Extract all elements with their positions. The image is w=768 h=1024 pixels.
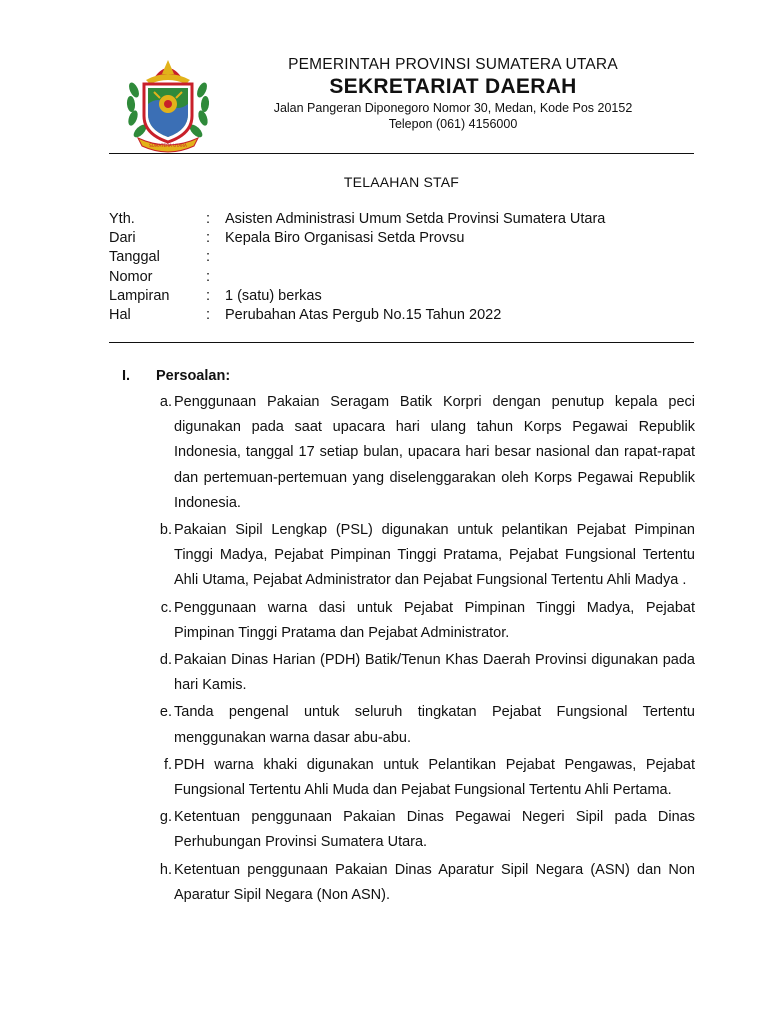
- list-item: [122, 858, 697, 908]
- section-persoalan: [122, 366, 697, 910]
- letterhead: [222, 55, 684, 132]
- list-item: [122, 805, 697, 855]
- item-text: Ketentuan penggunaan Pakaian Dinas Pegawai Negeri Sipil pada Dinas Perhubungan Provinsi Sumatera Utara.: [174, 809, 695, 851]
- meta-row-dari: [109, 229, 605, 248]
- meta-label: Dari: [109, 230, 136, 247]
- list-item: [122, 518, 697, 594]
- meta-label: Nomor: [109, 268, 153, 285]
- letterhead-divider: [109, 153, 694, 154]
- meta-label: Hal: [109, 306, 131, 323]
- section-title: Persoalan:: [156, 368, 231, 384]
- header-divider: [109, 342, 694, 343]
- meta-row-tanggal: [109, 248, 605, 267]
- list-item: [122, 390, 697, 516]
- item-text: Penggunaan warna dasi untuk Pejabat Pimpinan Tinggi Madya, Pejabat Pimpinan Tinggi Pratama dan Pejabat Administrator.: [174, 599, 695, 641]
- item-letter: c.: [160, 599, 172, 616]
- item-text: Tanda pengenal untuk seluruh tingkatan Pejabat Fungsional Tertentu menggunakan warna dasar abu-abu.: [174, 704, 695, 746]
- meta-colon: :: [206, 249, 211, 266]
- item-letter: b.: [159, 522, 172, 539]
- item-text: Penggunaan Pakaian Seragam Batik Korpri dengan penutup kepala peci digunakan pada saat upacara hari ulang tahun Korps Pegawai Republik Indonesia, tanggal 17 setiap bulan, upacara hari besar nasional dan rapat-rapat dan pertemuan-pertemuan yang diselenggarakan oleh Korps Pegawai Republik Indonesia.: [174, 394, 695, 511]
- list-item: [122, 648, 697, 698]
- meta-row-lampiran: [109, 287, 605, 306]
- meta-value: Perubahan Atas Pergub No.15 Tahun 2022: [225, 306, 502, 323]
- item-letter: g.: [159, 809, 172, 826]
- meta-value: Asisten Administrasi Umum Setda Provinsi Sumatera Utara: [225, 211, 606, 227]
- item-text: Ketentuan penggunaan Pakaian Dinas Aparatur Sipil Negara (ASN) dan Non Aparatur Sipil Negara (Non ASN).: [174, 861, 695, 903]
- item-letter: d.: [159, 652, 172, 669]
- memo-header-fields: [109, 210, 605, 325]
- meta-label: Lampiran: [109, 287, 170, 304]
- meta-colon: :: [206, 230, 211, 247]
- office-name: SEKRETARIAT DAERAH: [329, 75, 577, 98]
- office-phone: Telepon (061) 4156000: [388, 116, 518, 131]
- list-item: [122, 753, 697, 803]
- meta-colon: :: [206, 306, 211, 323]
- document-title: TELAAHAN STAF: [343, 174, 460, 190]
- meta-label: Yth.: [109, 211, 135, 227]
- meta-colon: :: [206, 211, 211, 227]
- government-name: PEMERINTAH PROVINSI SUMATERA UTARA: [288, 56, 618, 73]
- list-item: [122, 596, 697, 646]
- meta-label: Tanggal: [109, 249, 160, 266]
- meta-colon: :: [206, 268, 211, 285]
- item-letter: e.: [159, 704, 172, 721]
- emblem-ribbon-text: SUMATERA UTARA: [149, 143, 187, 148]
- list-item: [122, 700, 697, 750]
- meta-row-hal: [109, 306, 605, 325]
- meta-row-yth: [109, 210, 605, 229]
- meta-value: 1 (satu) berkas: [225, 287, 322, 304]
- item-letter: h.: [159, 861, 172, 878]
- item-letter: a.: [159, 394, 172, 410]
- meta-value: Kepala Biro Organisasi Setda Provsu: [225, 230, 465, 247]
- item-letter: f.: [163, 756, 172, 773]
- item-text: PDH warna khaki digunakan untuk Pelantikan Pejabat Pengawas, Pejabat Fungsional Tertentu Ahli Muda dan Pejabat Fungsional Tertentu Ahli Pertama.: [174, 756, 695, 799]
- item-text: Pakaian Sipil Lengkap (PSL) digunakan untuk pelantikan Pejabat Pimpinan Tinggi Madya, Pejabat Pimpinan Tinggi Pratama, Pejabat Fungsional Tertentu Ahli Utama, Pejabat Administrator dan Pejabat Fungsional Tertentu Ahli Madya .: [174, 522, 695, 589]
- provincial-emblem-icon: [124, 54, 212, 154]
- meta-row-nomor: [109, 268, 605, 287]
- office-address: Jalan Pangeran Diponegoro Nomor 30, Medan, Kode Pos 20152: [273, 101, 633, 115]
- item-text: Pakaian Dinas Harian (PDH) Batik/Tenun Khas Daerah Provinsi digunakan pada hari Kamis.: [174, 652, 695, 694]
- section-heading: [122, 366, 697, 386]
- meta-colon: :: [206, 287, 211, 304]
- section-number: I.: [122, 368, 131, 384]
- issue-list: [122, 390, 697, 908]
